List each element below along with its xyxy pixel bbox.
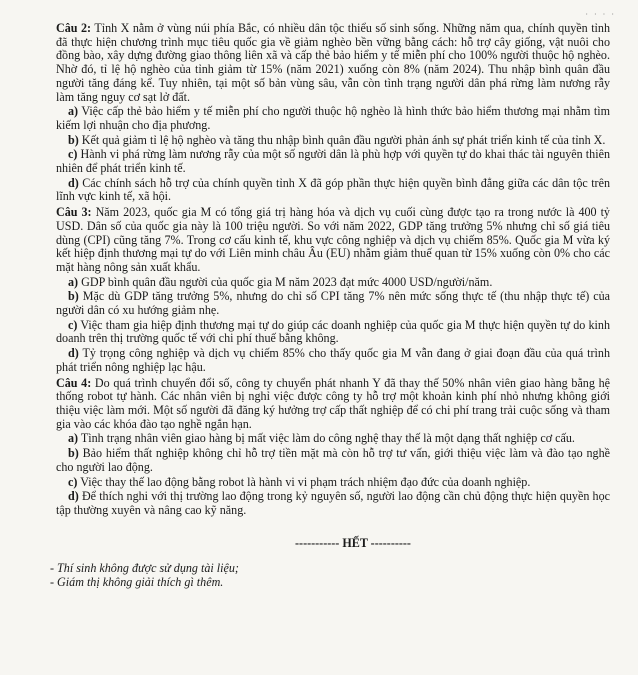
question-4-item-a (56, 432, 610, 446)
item-letter: d) (68, 346, 79, 361)
question-2-text: Tỉnh X nằm ở vùng núi phía Bắc, có nhiều dân tộc thiểu số sinh sống. Những năm qua, chính quyền tỉnh đã thực hiện chương trình mục tiêu quốc gia về giảm nghèo bền vững bằng cách: hỗ trợ cây giống, vật nuôi cho đồng bào, xây dựng đường giao thông liên xã và cấp thẻ bảo hiểm y tế miễn phí cho 100% người thuộc hộ nghèo. Nhờ đó, tỉ lệ hộ nghèo của tỉnh giảm từ 15% (năm 2021) xuống còn 8% (năm 2024). Thu nhập bình quân đầu người tăng đáng kể. Tuy nhiên, tại một số bản vùng sâu, vẫn còn tình trạng người dân phá rừng làm nương rẫy làm tăng nguy cơ sạt lở đất. (56, 21, 611, 104)
question-3-item-d (56, 347, 610, 374)
item-text: Việc thay thế lao động bằng robot là hành vi vi phạm trách nhiệm đạo đức của doanh nghiệp. (80, 474, 531, 489)
question-4-text: Do quá trình chuyển đổi số, công ty chuyển phát nhanh Y đã thay thế 50% nhân viên giao hàng bằng hệ thống robot tự hành. Các nhân viên bị nghỉ việc được công ty hỗ trợ một khoản kinh phí nhỏ nhưng không giới thiệu việc làm mới. Một số người đã đăng ký hưởng trợ cấp thất nghiệp để có chi phí trang trải cuộc sống và tham gia vào các khóa đào tạo nghề ngắn hạn. (56, 375, 610, 431)
item-text: GDP bình quân đầu người của quốc gia M năm 2023 đạt mức 4000 USD/người/năm. (81, 274, 493, 289)
item-letter: a) (68, 274, 79, 289)
scan-speck-decoration: · · · · (585, 10, 616, 19)
item-text: Việc cấp thẻ bảo hiểm y tế miễn phí cho người thuộc hộ nghèo là hình thức bảo hiểm thương mại nhằm tìm kiếm lợi nhuận cho địa phương. (56, 104, 610, 132)
exam-notes (50, 561, 610, 589)
note-no-materials: - Thí sinh không được sử dụng tài liệu; (50, 560, 239, 575)
question-2-label: Câu 2: (56, 21, 92, 35)
item-text: Việc tham gia hiệp định thương mại tự do giúp các doanh nghiệp của quốc gia M thực hiện quyền tự do kinh doanh trên thị trường quốc tế với chi phí thuế bằng không. (56, 317, 610, 346)
question-2-intro (56, 22, 610, 104)
question-2-item-b (56, 134, 610, 148)
item-letter: b) (68, 446, 79, 461)
item-text: Kết quả giảm tỉ lệ hộ nghèo và tăng thu nhập bình quân đầu người phản ánh sự phát triển kinh tế của tỉnh X. (81, 132, 606, 147)
item-text: Hành vi phá rừng làm nương rẫy của một số người dân là phù hợp với quyền tự do khai thác tài nguyên thiên nhiên để phát triển kinh tế. (56, 147, 610, 176)
question-3-label: Câu 3: (56, 205, 92, 220)
question-3 (56, 206, 610, 374)
item-letter: d) (68, 489, 79, 504)
item-letter: c) (68, 147, 78, 162)
question-3-text: Năm 2023, quốc gia M có tổng giá trị hàng hóa và dịch vụ cuối cùng được tạo ra trong nước là 400 tỷ USD. Dân số của quốc gia này là 100 triệu người. So với năm 2022, GDP tăng trưởng 5% nhưng chỉ số giá tiêu dùng (CPI) cũng tăng 7%. Trong cơ cấu kinh tế, khu vực công nghiệp và dịch vụ chiếm 85%. Quốc gia M vừa ký kết hiệp định thương mại tự do với Liên minh châu Âu (EU) nhằm giảm thuế quan từ 15% xuống còn 0% cho các mặt hàng nông sản xuất khẩu. (56, 205, 610, 274)
item-letter: a) (68, 104, 79, 119)
question-2-item-d (56, 177, 610, 204)
item-letter: c) (68, 317, 78, 332)
question-3-item-b (56, 290, 610, 317)
question-4-label: Câu 4: (56, 375, 92, 390)
question-3-item-a (56, 276, 610, 290)
item-text: Mặc dù GDP tăng trưởng 5%, nhưng do chỉ số CPI tăng 7% nên mức sống thực tế (thu nhập thực tế) của người dân có xu hướng giảm nhẹ. (56, 289, 610, 318)
question-2 (56, 22, 610, 204)
question-4-intro (56, 377, 610, 432)
question-4 (56, 377, 610, 518)
item-text: Bảo hiểm thất nghiệp không chỉ hỗ trợ tiền mặt mà còn hỗ trợ tư vấn, giới thiệu việc làm và đào tạo nghề cho người lao động. (56, 446, 610, 474)
note-no-explanation: - Giám thị không giải thích gì thêm. (50, 574, 224, 589)
question-4-item-d (56, 490, 610, 517)
question-4-item-b (56, 447, 610, 474)
item-letter: a) (68, 431, 79, 446)
item-text: Tình trạng nhân viên giao hàng bị mất việc làm do công nghệ thay thế là một dạng thất nghiệp cơ cấu. (80, 431, 575, 446)
item-text: Tỷ trọng công nghiệp và dịch vụ chiếm 85% cho thấy quốc gia M vẫn đang ở giai đoạn đầu của quá trình phát triển nông nghiệp lạc hậu. (56, 346, 611, 374)
item-letter: b) (68, 289, 79, 304)
item-text: Để thích nghi với thị trường lao động trong kỷ nguyên số, người lao động cần chủ động thực hiện quyền học tập thường xuyên và nâng cao kỹ năng. (56, 489, 610, 517)
question-2-item-a (56, 105, 610, 132)
question-2-item-c (56, 148, 610, 175)
item-letter: c) (68, 474, 78, 489)
question-3-intro (56, 206, 610, 275)
item-letter: b) (68, 132, 79, 147)
question-4-item-c (56, 476, 610, 490)
question-3-item-c (56, 319, 610, 346)
item-text: Các chính sách hỗ trợ của chính quyền tỉnh X đã góp phần thực hiện quyền bình đẳng giữa các dân tộc trên lĩnh vực kinh tế, xã hội. (56, 175, 610, 204)
end-of-exam-mark: ----------- HẾT ---------- (295, 535, 411, 550)
item-letter: d) (68, 175, 79, 190)
